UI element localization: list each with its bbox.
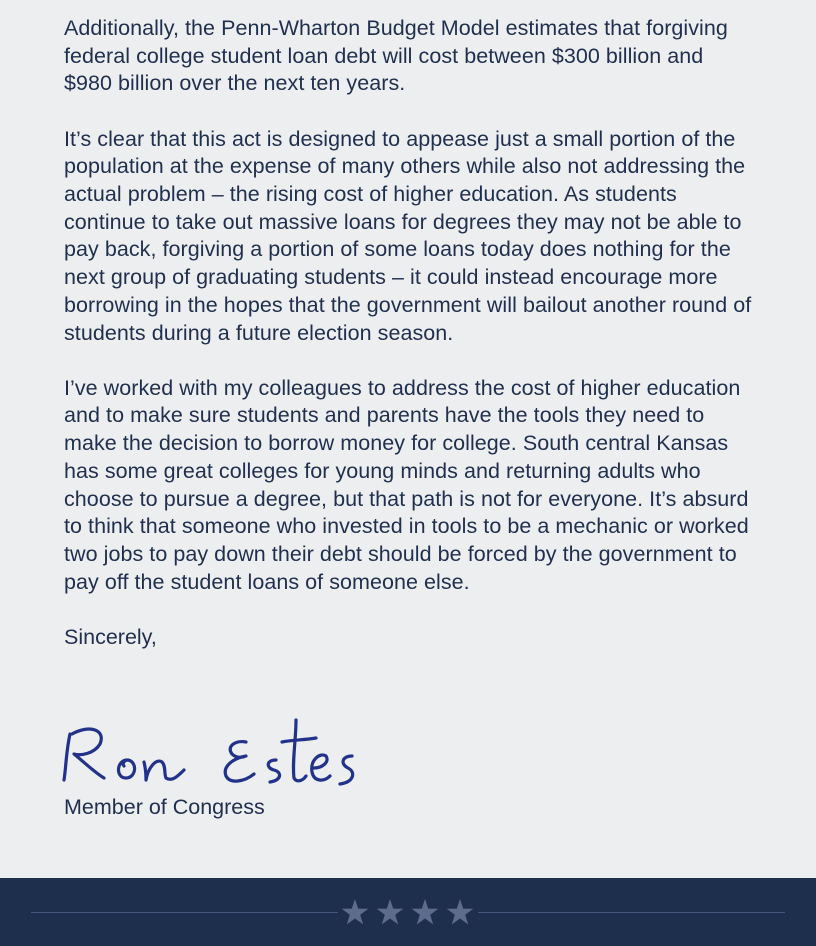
star-icon — [342, 899, 369, 924]
letter-body — [64, 15, 754, 652]
signature-image — [60, 712, 360, 788]
letter-paragraph-3: I’ve worked with my colleagues to address the cost of higher education and to make sure students and parents have the tools they need to make the decision to borrow money for college. South central Kansas has some great colleges for young minds and returning adults who choose to pursue a degree, but that path is not for everyone. It’s absurd to think that someone who invested in tools to be a mechanic or worked two jobs to pay down their debt should be forced by the government to pay off the student loans of someone else. — [64, 375, 749, 594]
letter-paragraph-2: It’s clear that this act is designed to appease just a small portion of the population at the expense of many others while also not addressing the actual problem – the rising cost of higher education. As students continue to take out massive loans for degrees they may not be able to pay back, forgiving a portion of some loans today does nothing for the next group of graduating students – it could instead encourage more borrowing in the hopes that the government will bailout another round of students during a future election season. — [64, 126, 752, 345]
letter-closing: Sincerely, — [64, 624, 157, 649]
footer-stars — [338, 896, 478, 928]
footer-banner — [0, 878, 816, 946]
star-icon — [447, 899, 474, 924]
footer-divider-right — [478, 912, 785, 913]
star-icon — [412, 899, 439, 924]
star-icon — [377, 899, 404, 924]
letter-paragraph-1: Additionally, the Penn-Wharton Budget Model estimates that forgiving federal college student loan debt will cost between $300 billion and $980 billion over the next ten years. — [64, 16, 728, 96]
signer-title: Member of Congress — [64, 795, 265, 819]
footer-divider-left — [31, 912, 338, 913]
